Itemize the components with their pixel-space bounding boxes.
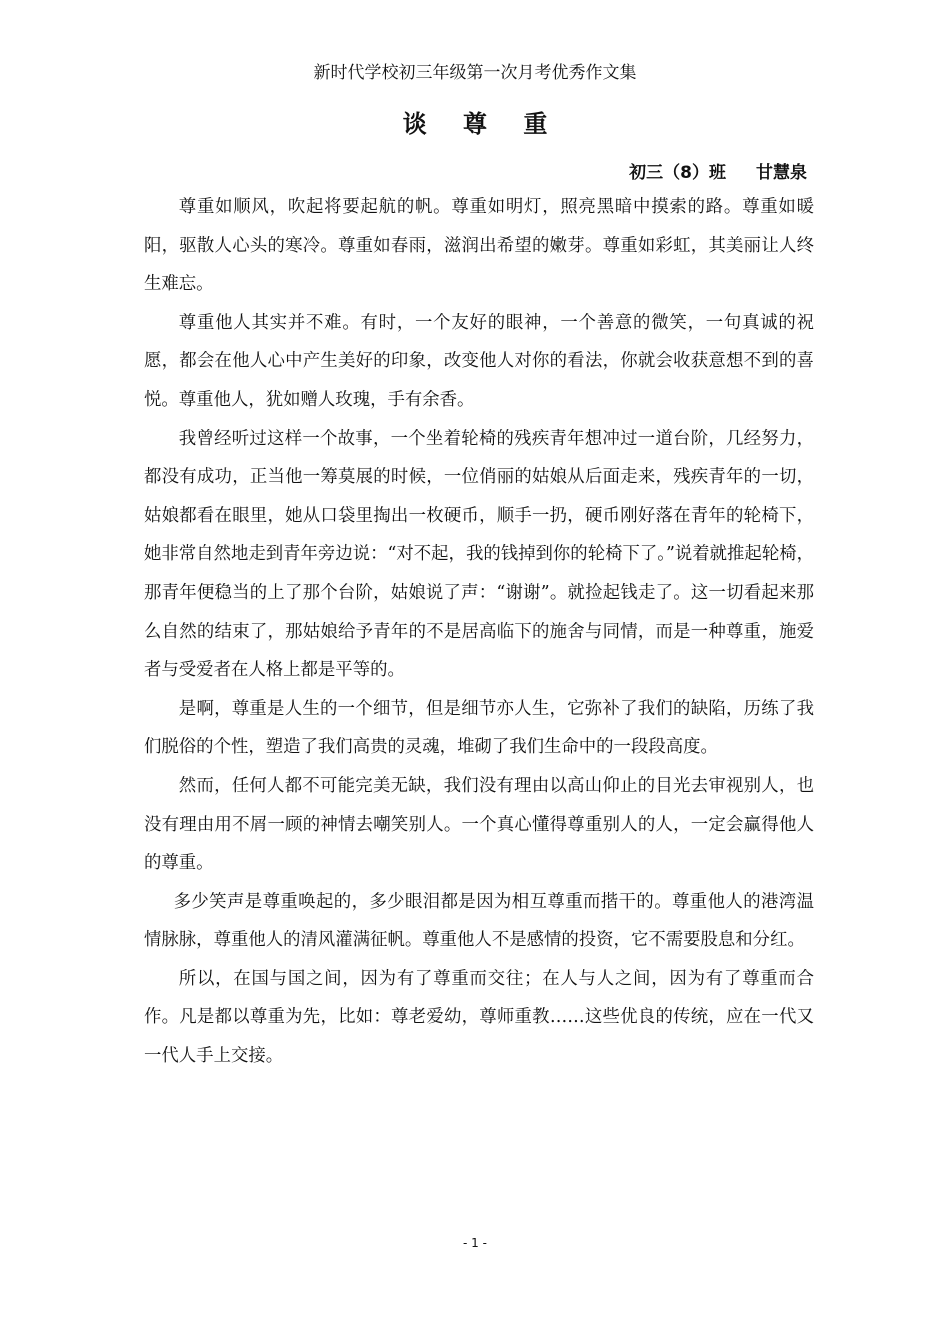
paragraph: 尊重如顺风，吹起将要起航的帆。尊重如明灯，照亮黑暗中摸索的路。尊重如暖阳，驱散人心头的寒冷。尊重如春雨，滋润出希望的嫩芽。尊重如彩虹，其美丽让人终生难忘。 — [144, 197, 814, 295]
author-name: 甘慧泉 — [756, 163, 807, 183]
paragraph: 所以，在国与国之间，因为有了尊重而交往；在人与人之间，因为有了尊重而合作。凡是都以尊重为先，比如：尊老爱幼，尊师重教……这些优良的传统，应在一代又一代人手上交接。 — [144, 968, 814, 1067]
author-line — [629, 158, 807, 183]
essay-body — [144, 188, 814, 1076]
paragraph: 尊重他人其实并不难。有时，一个友好的眼神，一个善意的微笑，一句真诚的祝愿，都会在他人心中产生美好的印象，改变他人对你的看法，你就会收获意想不到的喜悦。尊重他人，犹如赠人玫瑰，手有余香。 — [144, 312, 814, 410]
paragraph: 我曾经听过这样一个故事，一个坐着轮椅的残疾青年想冲过一道台阶，几经努力，都没有成功，正当他一筹莫展的时候，一位俏丽的姑娘从后面走来，残疾青年的一切，姑娘都看在眼里，她从口袋里掏出一枚硬币，顺手一扔，硬币刚好落在青年的轮椅下，她非常自然地走到青年旁边说：“对不起，我的钱掉到你的轮椅下了。”说着就推起轮椅，那青年便稳当的上了那个台阶，姑娘说了声：“谢谢”。就捡起钱走了。这一切看起来那么自然的结束了，那姑娘给予青年的不是居高临下的施舍与同情，而是一种尊重，施爱者与受爱者在人格上都是平等的。 — [144, 428, 814, 681]
paragraph: 多少笑声是尊重唤起的，多少眼泪都是因为相互尊重而揩干的。尊重他人的港湾温情脉脉，尊重他人的清风灌满征帆。尊重他人不是感情的投资，它不需要股息和分红。 — [144, 891, 814, 951]
paragraph: 然而，任何人都不可能完美无缺，我们没有理由以高山仰止的目光去审视别人，也没有理由用不屑一顾的神情去嘲笑别人。一个真心懂得尊重别人的人，一定会赢得他人的尊重。 — [144, 775, 814, 874]
running-header: 新时代学校初三年级第一次月考优秀作文集 — [313, 63, 637, 83]
page-number: - 1 - — [463, 1236, 487, 1250]
paragraph: 是啊，尊重是人生的一个细节，但是细节亦人生，它弥补了我们的缺陷，历练了我们脱俗的个性，塑造了我们高贵的灵魂，堆砌了我们生命中的一段段高度。 — [144, 698, 814, 758]
author-class: 初三（8）班 — [629, 163, 726, 183]
essay-title: 谈 尊 重 — [402, 110, 562, 138]
